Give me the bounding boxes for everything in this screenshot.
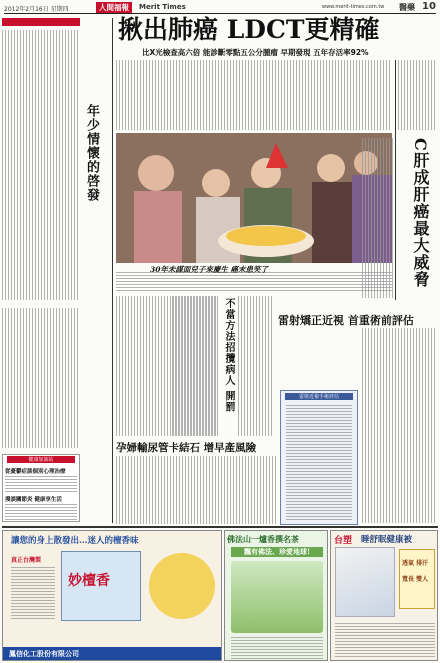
main-headline: 揪出肺癌 LDCT更精確 (118, 15, 380, 44)
brand-en: Merit Times (139, 3, 186, 11)
event-title-2: 漫談關節炎 健康享生活 (5, 497, 62, 503)
main-story-text (116, 60, 392, 130)
photo-scene (116, 133, 392, 263)
ad-tea-image (231, 561, 323, 633)
right-column-text (398, 60, 436, 130)
event-title-1: 從憂鬱症談個別心理治療 (5, 469, 66, 475)
ad-tea-title: 佛法山一爐香撰名茶 (227, 534, 299, 544)
sidebar-list (286, 405, 352, 520)
photo-caption: 30年未謀面兒子來慶生 癌末患笑了 (150, 265, 269, 274)
right-story-title: C肝成肝癌最大威脅 (411, 138, 430, 288)
event-details-1 (5, 476, 77, 492)
ad-tea-info (231, 637, 323, 659)
left-column-header (2, 18, 80, 26)
improper-story-title: 不當方法招攬病人 開罰 (223, 298, 234, 413)
ad-incense-circle (149, 553, 215, 619)
mid-story-text-2 (172, 296, 218, 436)
ad-incense-features (11, 567, 55, 619)
left-story-title: 年少情懷的啓發 (84, 104, 99, 202)
pregnant-story-title: 孕婦輸尿管卡結石 增早產風險 (116, 442, 257, 454)
ad-quilt[interactable] (330, 530, 438, 661)
sidebar-title: 雷射近視手術評估 (285, 393, 353, 400)
ad-incense-product: 妙檀香 (68, 573, 110, 589)
ad-quilt-features (399, 549, 435, 609)
laser-story-title: 雷射矯正近視 首重術前評估 (278, 314, 414, 327)
issue-date: 2012年2月16日 星期四 (4, 6, 69, 13)
right-story-text (362, 138, 394, 298)
ad-incense-box (61, 551, 141, 621)
photo-caption-text (116, 272, 392, 292)
ad-incense-company: 鳳信化工股份有限公司 (9, 649, 79, 658)
ad-quilt-feature-2: 寬長 雙人 (402, 576, 429, 583)
laser-story-text (362, 328, 436, 523)
left-article-text (2, 30, 80, 300)
ad-quilt-feature-1: 透氣 排汗 (402, 560, 429, 567)
ads-divider (2, 526, 438, 528)
ad-tea-banner: 飄有佛法、珍愛地球! (231, 547, 323, 557)
left-column (2, 18, 80, 523)
ad-quilt-info (335, 623, 435, 659)
event-details-2 (5, 504, 77, 520)
masthead (4, 2, 436, 14)
health-box-title: 健康加油站 (7, 456, 75, 463)
left-article-text-2 (2, 308, 80, 448)
ad-quilt-brand: 台塑 (334, 536, 353, 546)
ad-incense-footer (3, 647, 222, 661)
ad-incense-slogan: 讓您的身上散發出…迷人的檀香味 (11, 536, 139, 546)
pregnant-story-text (116, 456, 276, 524)
section-name: 醫藥 (399, 3, 415, 12)
sidebar-box (280, 390, 358, 525)
main-photo (116, 133, 392, 263)
left-divider (112, 18, 113, 523)
page-number: 10 (422, 1, 436, 12)
site-url: www.merit-times.com.tw (322, 4, 385, 10)
ad-incense-tag: 真正台灣製 (11, 557, 42, 564)
ad-incense[interactable] (2, 530, 222, 661)
ad-tea[interactable] (224, 530, 328, 661)
sub-headline: 比X光檢查高六倍 能診斷零點五公分腫瘤 早期發現 五年存活率92% (142, 48, 369, 57)
ad-quilt-image (335, 547, 395, 617)
ad-quilt-title: 睡舒眠健康被 (361, 535, 413, 545)
right-divider (395, 60, 396, 300)
health-box (2, 454, 80, 522)
improper-story-text (238, 296, 272, 436)
brand-logo: 人間福報 (96, 2, 132, 13)
